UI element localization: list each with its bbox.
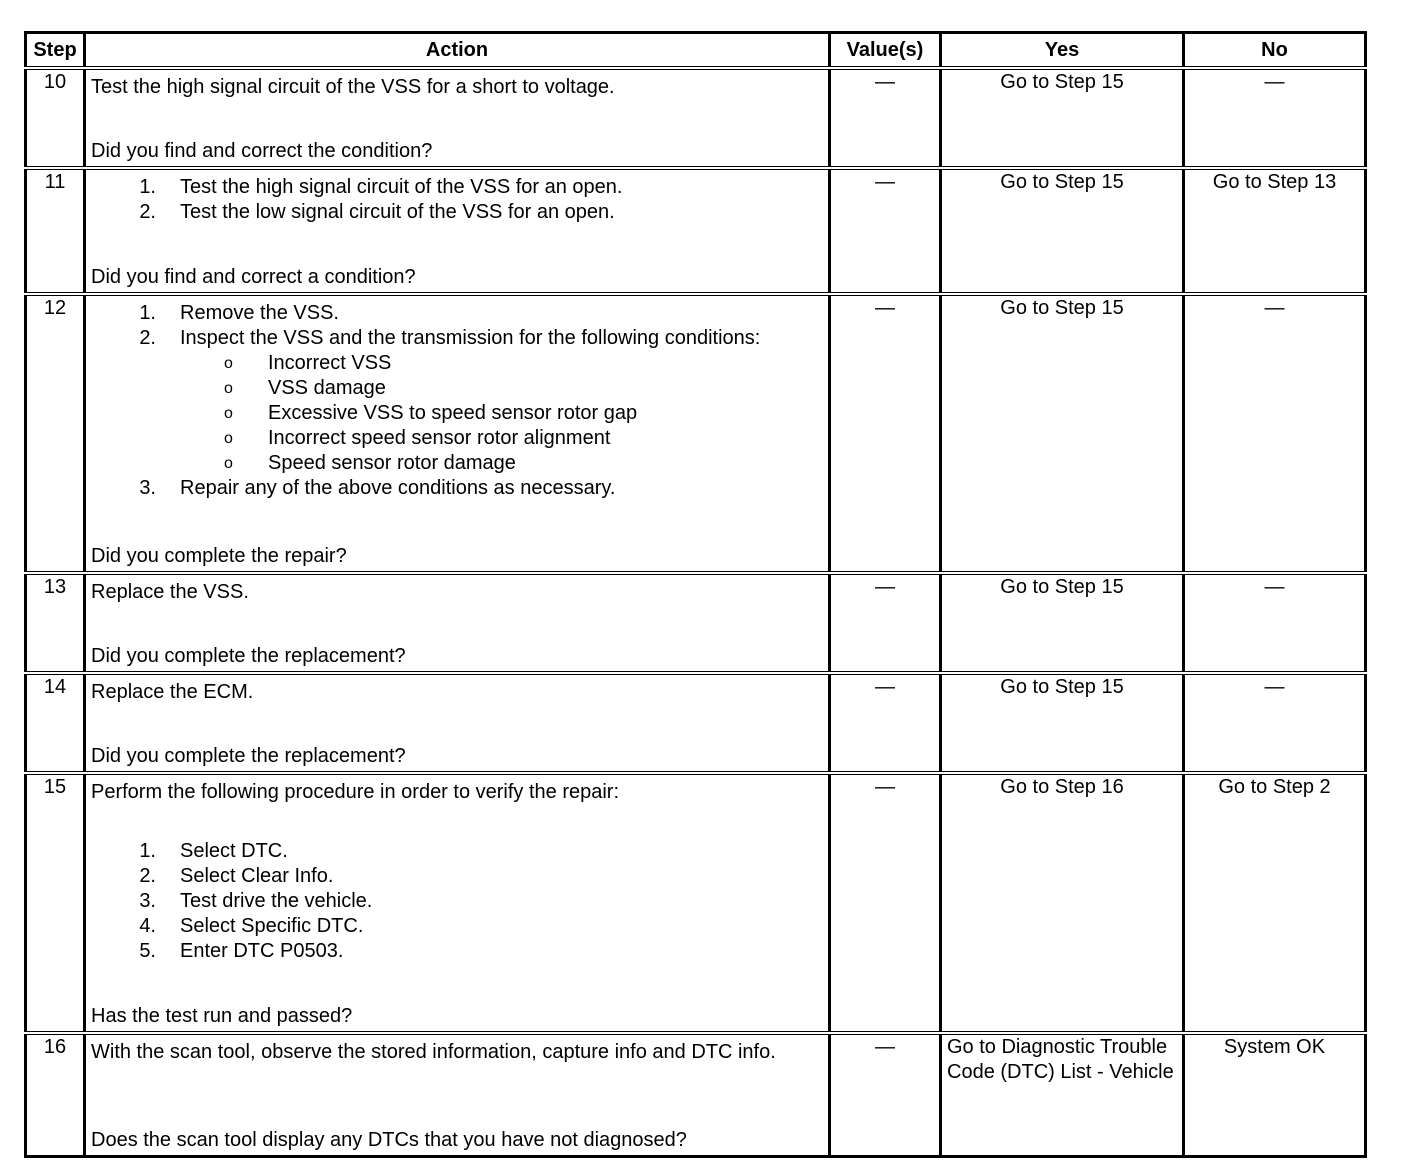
value-text: — [875, 297, 895, 319]
no-result: Go to Step 13 [1212, 171, 1337, 193]
table-row-step-15 [26, 773, 1366, 1033]
table-row-step-14 [26, 673, 1366, 773]
bullet-icon: o [224, 380, 233, 397]
value-text: — [875, 676, 895, 698]
no-result: Go to Step 2 [1218, 776, 1331, 798]
no-result: — [1264, 676, 1285, 698]
step-number: 11 [26, 168, 85, 294]
table-row-step-11 [26, 168, 1366, 294]
action-cell [85, 573, 830, 673]
action-cell [85, 168, 830, 294]
yes-cell [941, 773, 1184, 1033]
no-result: — [1264, 297, 1285, 319]
yes-cell [941, 673, 1184, 773]
sub-list-item: o VSS damage [224, 377, 386, 399]
sub-list-item: o Incorrect VSS [224, 352, 392, 374]
table-row-step-16 [26, 1033, 1366, 1157]
step-number: 12 [26, 294, 85, 573]
instruction-text: Replace the ECM. [91, 681, 254, 703]
value-cell [830, 773, 941, 1033]
list-item: 2. Test the low signal circuit of the VSS for an open. [139, 201, 615, 223]
header-action: Action [85, 33, 830, 69]
value-cell [830, 294, 941, 573]
yes-result: Go to Step 15 [1000, 297, 1124, 319]
value-text: — [875, 71, 895, 93]
sub-list-item: o Excessive VSS to speed sensor rotor gap [224, 402, 638, 424]
list-item: 2. Inspect the VSS and the transmission for the following conditions: o Incorrect VSS o VSS damage o Excessive VSS to speed sensor rotor gap o Incorrect speed sensor rotor alignment o Speed sensor rotor damage [91, 326, 823, 476]
action-cell [85, 1033, 830, 1157]
yes-result: Go to Diagnostic Trouble Code (DTC) List - Vehicle [947, 1036, 1174, 1083]
no-cell [1184, 68, 1366, 168]
numbered-steps [91, 175, 823, 225]
sub-list-item: o Incorrect speed sensor rotor alignment [224, 427, 611, 449]
yes-result: Go to Step 15 [1000, 71, 1124, 93]
step-number: 10 [26, 68, 85, 168]
list-item: 4. Select Specific DTC. [139, 915, 364, 937]
question-text: Has the test run and passed? [91, 1005, 353, 1027]
bullet-icon: o [224, 430, 233, 447]
header-no: No [1184, 33, 1366, 69]
value-cell [830, 168, 941, 294]
bullet-icon: o [224, 355, 233, 372]
table-row-step-12 [26, 294, 1366, 573]
instruction-text: With the scan tool, observe the stored information, capture info and DTC info. [91, 1041, 776, 1063]
yes-result: Go to Step 15 [1000, 576, 1124, 598]
numbered-steps [91, 301, 823, 501]
value-cell [830, 673, 941, 773]
value-cell [830, 573, 941, 673]
no-result: — [1264, 71, 1285, 93]
question-text: Did you find and correct a condition? [91, 266, 416, 288]
list-item: 2. Select Clear Info. [139, 865, 334, 887]
no-result: System OK [1223, 1036, 1326, 1058]
list-item: 3. Test drive the vehicle. [139, 890, 373, 912]
list-item: 1. Test the high signal circuit of the VSS for an open. [139, 176, 623, 198]
table-row-step-13 [26, 573, 1366, 673]
list-item: 1. Select DTC. [139, 840, 288, 862]
no-cell [1184, 168, 1366, 294]
yes-cell [941, 68, 1184, 168]
question-text: Did you complete the replacement? [91, 745, 406, 767]
header-yes: Yes [941, 33, 1184, 69]
header-value: Value(s) [830, 33, 941, 69]
no-cell [1184, 773, 1366, 1033]
no-result: — [1264, 576, 1285, 598]
no-cell [1184, 1033, 1366, 1157]
value-text: — [875, 576, 895, 598]
action-cell [85, 68, 830, 168]
action-cell [85, 773, 830, 1033]
instruction-text: Replace the VSS. [91, 581, 249, 603]
table-header-row [26, 33, 1366, 69]
bullet-icon: o [224, 405, 233, 422]
question-text: Did you find and correct the condition? [91, 140, 433, 162]
list-item: 5. Enter DTC P0503. [139, 940, 344, 962]
no-cell [1184, 294, 1366, 573]
no-cell [1184, 673, 1366, 773]
step-number: 16 [26, 1033, 85, 1157]
value-text: — [875, 1036, 895, 1058]
diagnostic-table [24, 31, 1367, 1158]
list-item: 3. Repair any of the above conditions as necessary. [139, 477, 616, 499]
value-cell [830, 68, 941, 168]
instruction-text: Test the high signal circuit of the VSS for a short to voltage. [91, 76, 615, 98]
step-number: 14 [26, 673, 85, 773]
action-cell [85, 673, 830, 773]
sub-list-item: o Speed sensor rotor damage [224, 452, 516, 474]
no-cell [1184, 573, 1366, 673]
sub-list [180, 351, 823, 476]
action-cell [85, 294, 830, 573]
yes-cell [941, 168, 1184, 294]
yes-cell [941, 573, 1184, 673]
question-text: Did you complete the repair? [91, 545, 347, 567]
yes-cell [941, 1033, 1184, 1157]
table-row-step-10 [26, 68, 1366, 168]
instruction-text: Perform the following procedure in order to verify the repair: [91, 781, 620, 803]
step-number: 15 [26, 773, 85, 1033]
list-item: 1. Remove the VSS. [139, 302, 339, 324]
value-cell [830, 1033, 941, 1157]
step-number: 13 [26, 573, 85, 673]
question-text: Does the scan tool display any DTCs that you have not diagnosed? [91, 1129, 687, 1151]
numbered-steps [91, 839, 823, 964]
bullet-icon: o [224, 455, 233, 472]
yes-cell [941, 294, 1184, 573]
value-text: — [875, 776, 895, 798]
yes-result: Go to Step 15 [1000, 171, 1124, 193]
question-text: Did you complete the replacement? [91, 645, 406, 667]
value-text: — [875, 171, 895, 193]
header-step: Step [26, 33, 85, 69]
yes-result: Go to Step 15 [1000, 676, 1124, 698]
yes-result: Go to Step 16 [1000, 776, 1124, 798]
